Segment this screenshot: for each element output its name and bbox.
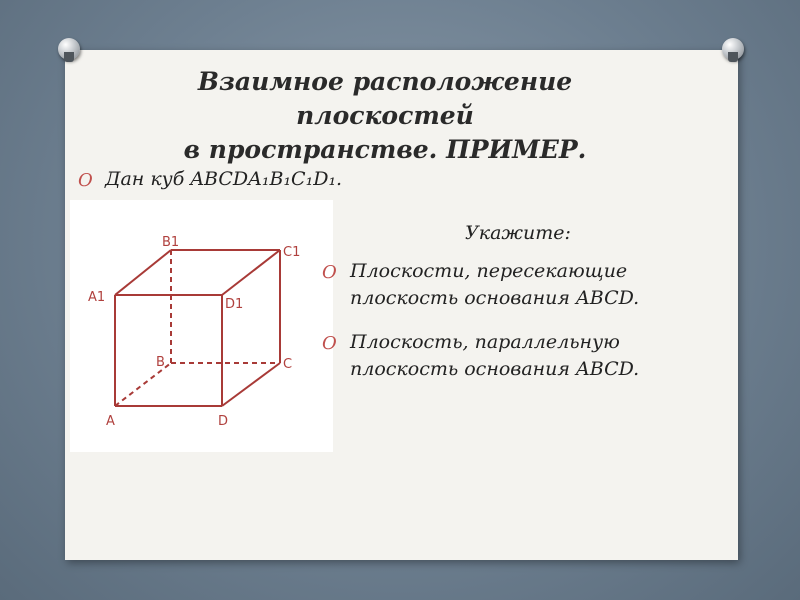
vertex-label-a: A: [106, 414, 115, 429]
vertex-label-c1: C1: [283, 245, 301, 260]
pushpin-icon: [58, 38, 80, 60]
bullet-icon: O: [322, 333, 337, 354]
task-item-1: Плоскости, пересекающие плоскость основания ABCD.: [350, 260, 640, 309]
vertex-label-b1: B1: [162, 235, 180, 250]
bullet-icon: O: [78, 170, 93, 191]
cube-diagram: [70, 200, 333, 452]
given-text: Дан куб ABCDA₁B₁C₁D₁.: [105, 168, 343, 190]
title-line-1: Взаимное расположение плоскостей: [197, 67, 573, 130]
edge-d1-c1: [222, 250, 280, 295]
vertex-label-d: D: [218, 414, 229, 429]
vertex-label-a1: A1: [88, 290, 106, 305]
vertex-label-b: B: [156, 355, 165, 370]
edge-d-c: [222, 363, 280, 406]
vertex-label-d1: D1: [225, 297, 244, 312]
task-heading: Укажите:: [465, 222, 571, 244]
task-item-2: Плоскость, параллельную плоскость основания ABCD.: [350, 331, 640, 380]
cube-figure: [70, 200, 333, 452]
bullet-icon: O: [322, 262, 337, 283]
pushpin-icon: [722, 38, 744, 60]
title-line-2: в пространстве. ПРИМЕР.: [183, 135, 587, 164]
slide-title: [115, 65, 655, 167]
edge-a1-b1: [115, 250, 171, 295]
vertex-label-c: C: [283, 357, 293, 372]
